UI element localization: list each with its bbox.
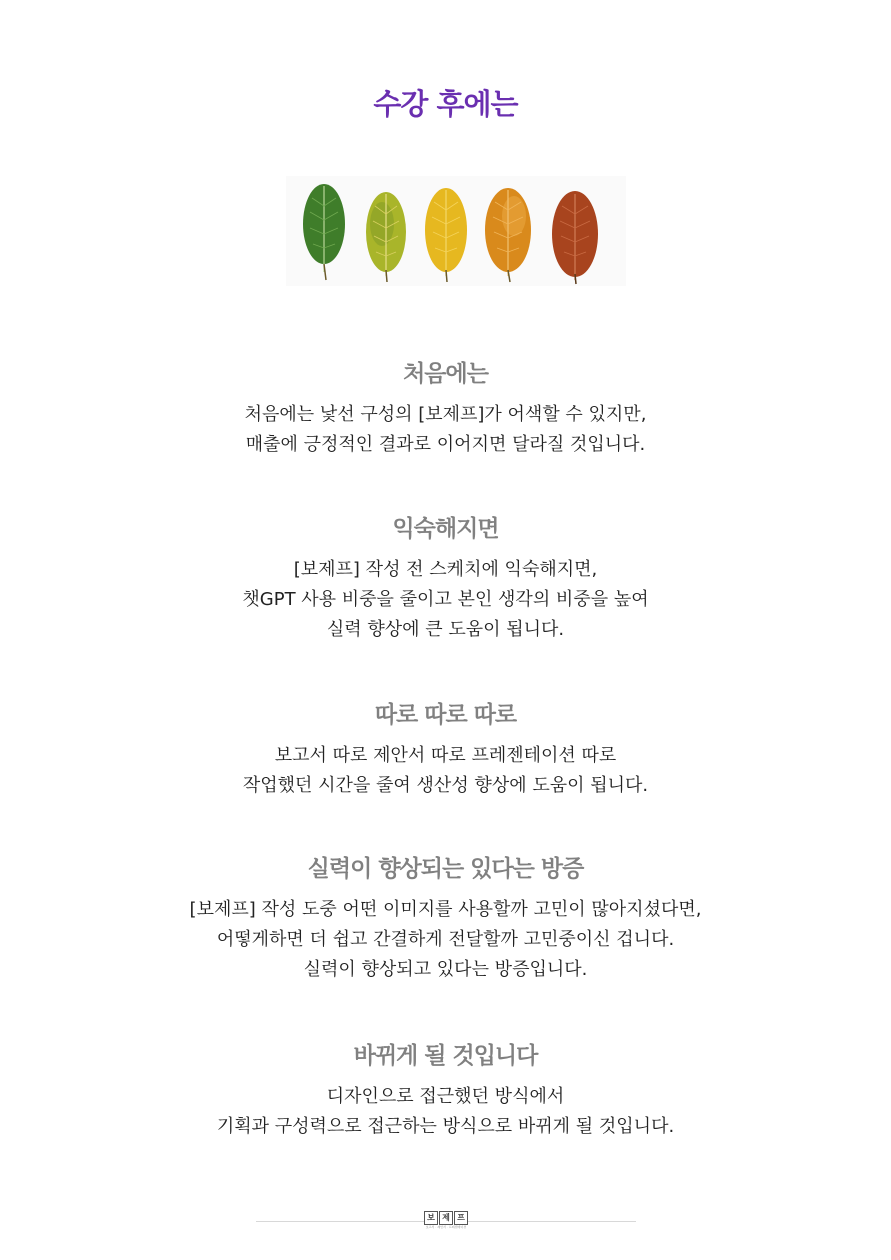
section-body (0, 895, 891, 985)
body-line: 챗GPT 사용 비중을 줄이고 본인 생각의 비중을 높여 (242, 589, 649, 610)
footer-logo (424, 1211, 468, 1233)
section-improvement (0, 853, 891, 985)
section-heading: 따로 따로 따로 (374, 702, 517, 728)
section-heading: 실력이 향상되는 있다는 방증 (307, 856, 584, 882)
body-line: [보제프] 작성 도중 어떤 이미지를 사용할까 고민이 많아지셨다면, (189, 899, 702, 920)
body-line: 작업했던 시간을 줄여 생산성 향상에 도움이 됩니다. (242, 775, 649, 796)
logo-char: 제 (439, 1211, 453, 1225)
body-line: [보제프] 작성 전 스케치에 익숙해지면, (293, 559, 598, 580)
section-first-time (0, 358, 891, 460)
section-body (0, 400, 891, 460)
section-body (0, 741, 891, 801)
body-line: 기획과 구성력으로 접근하는 방식으로 바뀌게 될 것입니다. (216, 1116, 675, 1137)
body-line: 매출에 긍정적인 결과로 이어지면 달라질 것입니다. (245, 434, 646, 455)
section-body (0, 555, 891, 645)
logo-char: 프 (454, 1211, 468, 1225)
section-heading: 바뀌게 될 것입니다 (353, 1043, 538, 1069)
section-heading: 익숙해지면 (392, 516, 499, 542)
logo-char: 보 (424, 1211, 438, 1225)
page-title: 수강 후에는 (373, 87, 518, 121)
section-separately (0, 699, 891, 801)
section-change (0, 1040, 891, 1142)
body-line: 디자인으로 접근했던 방식에서 (326, 1086, 565, 1107)
logo-subtext: 보고서 · 제안서 · 프레젠테이션 (425, 1225, 467, 1229)
body-line: 처음에는 낯선 구성의 [보제프]가 어색할 수 있지만, (244, 404, 647, 425)
section-familiar (0, 513, 891, 645)
leaves-image (286, 176, 626, 286)
section-heading: 처음에는 (403, 361, 488, 387)
body-line: 실력 향상에 큰 도움이 됩니다. (326, 619, 565, 640)
body-line: 어떻게하면 더 쉽고 간결하게 전달할까 고민중이신 겁니다. (216, 929, 675, 950)
body-line: 실력이 향상되고 있다는 방증입니다. (303, 959, 588, 980)
section-body (0, 1082, 891, 1142)
body-line: 보고서 따로 제안서 따로 프레젠테이션 따로 (274, 745, 617, 766)
